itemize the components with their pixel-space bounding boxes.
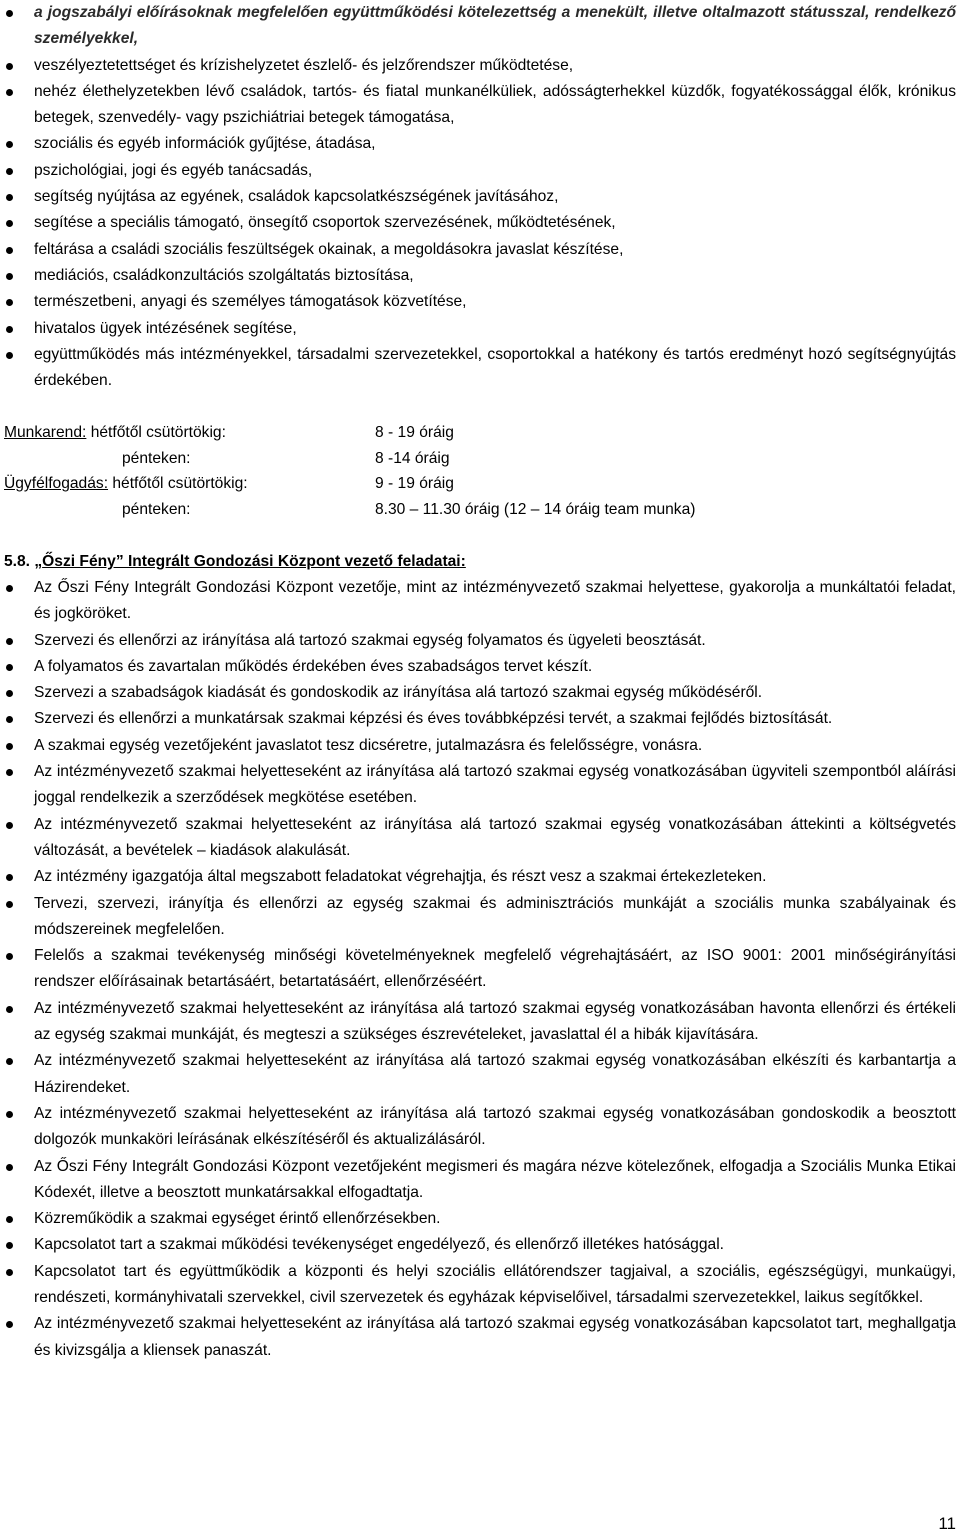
schedule-row xyxy=(4,446,924,472)
ugyfel-hours: 9 - 19 óráig xyxy=(375,475,454,493)
list-item: Az intézményvezető szakmai helyetteseként az irányítása alá tartozó szakmai egység vonatkozásában havonta ellenőrzi és értékeli az egység szakmai munkáját, és megteszi a szükséges észrevételeket, javaslattal él a hibák kijavítására. xyxy=(0,996,960,1049)
munkarend-hours: 8 - 19 óráig xyxy=(375,424,454,441)
schedule-row xyxy=(4,471,924,497)
list-item: a jogszabályi előírásoknak megfelelően együttműködési kötelezettség a menekült, illetve oltalmazott státusszal, rendelkező személyekkel, xyxy=(0,0,960,53)
list-item: feltárása a családi szociális feszültségek okainak, a megoldásokra javaslat készítése, xyxy=(0,237,960,263)
list-item: Az intézményvezető szakmai helyetteseként az irányítása alá tartozó szakmai egység vonatkozásában ügyviteli szempontból aláírási joggal rendelkezik a szerződések megkötése esetében. xyxy=(0,759,960,812)
section-title xyxy=(34,553,465,570)
ugyfel-cell xyxy=(4,471,248,497)
list-item: Az Őszi Fény Integrált Gondozási Központ vezetőjeként megismeri és magára nézve kötelezőnek, elfogadja a Szociális Munka Etikai Kódexét, illetve a beosztott munkatársakkal elfogadtatja. xyxy=(0,1154,960,1207)
munkarend-cell xyxy=(4,420,226,446)
list-item: természetbeni, anyagi és személyes támogatások közvetítése, xyxy=(0,289,960,315)
list-item: hivatalos ügyek intézésének segítése, xyxy=(0,316,960,342)
intro-bullet-list xyxy=(0,0,960,394)
list-item: Közreműködik a szakmai egységet érintő ellenőrzésekben. xyxy=(0,1206,960,1232)
list-item: Szervezi a szabadságok kiadását és gondoskodik az irányítása alá tartozó szakmai egység működéséről. xyxy=(0,680,960,706)
list-item: A folyamatos és zavartalan működés érdekében éves szabadságos tervet készít. xyxy=(0,654,960,680)
list-item: segítése a speciális támogató, önsegítő csoportok szervezésének, működtetésének, xyxy=(0,210,960,236)
list-item: Kapcsolatot tart a szakmai működési tevékenységet engedélyező, és ellenőrző illetékes hatósággal. xyxy=(0,1232,960,1258)
list-item: Szervezi és ellenőrzi az irányítása alá tartozó szakmai egység folyamatos és ügyeleti beosztását. xyxy=(0,628,960,654)
list-item: pszichológiai, jogi és egyéb tanácsadás, xyxy=(0,158,960,184)
section-title-text: Őszi Fény” Integrált Gondozási Központ vezető feladatai: xyxy=(42,553,466,570)
list-item: Szervezi és ellenőrzi a munkatársak szakmai képzési és éves továbbképzési tervét, a szakmai fejlődés biztosítását. xyxy=(0,706,960,732)
friday-label: pénteken: xyxy=(122,449,191,467)
list-item: Az Őszi Fény Integrált Gondozási Központ vezetője, mint az intézményvezető szakmai helyettese, gyakorolja a munkáltatói feladat, és jogköröket. xyxy=(0,575,960,628)
list-item: Az intézményvezető szakmai helyetteseként az irányítása alá tartozó szakmai egység vonatkozásában kapcsolatot tart, meghallgatja és kivizsgálja a kliensek panaszát. xyxy=(0,1311,960,1364)
ugyfel-days: hétfőtől csütörtökig: xyxy=(112,475,248,493)
schedule-row xyxy=(4,497,924,523)
list-item: együttműködés más intézményekkel, társadalmi szervezetekkel, csoportokkal a hatékony és tartós eredményt hozó segítségnyújtás érdekében. xyxy=(0,342,960,395)
friday-label: pénteken: xyxy=(122,500,191,518)
list-item: segítség nyújtása az egyének, családok kapcsolatkészségének javításához, xyxy=(0,184,960,210)
quote-mark: „ xyxy=(34,553,43,570)
schedule-block xyxy=(4,420,924,522)
duties-bullet-list xyxy=(0,575,960,1364)
list-item: Felelős a szakmai tevékenység minőségi követelményeknek megfelelő végrehajtásáért, az ISO 9001: 2001 minőségirányítási rendszer előírásainak betartásáért, betartatásáért, ellenőrzéséért. xyxy=(0,943,960,996)
section-heading xyxy=(4,549,466,575)
list-item: veszélyeztetettséget és krízishelyzetet észlelő- és jelzőrendszer működtetése, xyxy=(0,53,960,79)
munkarend-friday-hours: 8 -14 óráig xyxy=(375,449,450,467)
list-item: Az intézményvezető szakmai helyetteseként az irányítása alá tartozó szakmai egység vonatkozásában áttekinti a költségvetés változását, a bevételek – kiadások alakulását. xyxy=(0,812,960,865)
list-item: Tervezi, szervezi, irányítja és ellenőrzi az egység szakmai és adminisztrációs munkáját a szociális munka szabályainak és módszereinek megfelelően. xyxy=(0,891,960,944)
list-item: Kapcsolatot tart és együttműködik a központi és helyi szociális ellátórendszer tagjaival, a szociális, egészségügyi, munkaügyi, rendészeti, kormányhivatali szervekkel, civil szervezetek és egyházak képviselőivel, társadalmi szervezetekkel, laikus segítőkkel. xyxy=(0,1259,960,1312)
munkarend-days: hétfőtől csütörtökig: xyxy=(90,424,226,441)
list-item: Az intézményvezető szakmai helyetteseként az irányítása alá tartozó szakmai egység vonatkozásában elkészíti és karbantartja a Házirendeket. xyxy=(0,1048,960,1101)
ugyfel-label: Ügyfélfogadás: xyxy=(4,475,109,493)
list-item: Az intézmény igazgatója által megszabott feladatokat végrehajtja, és részt vesz a szakmai értekezleteken. xyxy=(0,864,960,890)
ugyfel-friday-hours: 8.30 – 11.30 óráig (12 – 14 óráig team munka) xyxy=(375,500,696,518)
munkarend-label: Munkarend: xyxy=(4,424,87,441)
list-item: Az intézményvezető szakmai helyetteseként az irányítása alá tartozó szakmai egység vonatkozásában gondoskodik a beosztott dolgozók munkaköri leírásának elkészítéséről és aktualizálásáról. xyxy=(0,1101,960,1154)
list-item: szociális és egyéb információk gyűjtése, átadása, xyxy=(0,131,960,157)
list-item: A szakmai egység vezetőjeként javaslatot tesz dicséretre, jutalmazásra és felelősségre, vonásra. xyxy=(0,733,960,759)
page-number: 11 xyxy=(938,1514,956,1533)
list-item: nehéz élethelyzetekben lévő családok, tartós- és fiatal munkanélküliek, adósságterhekkel küzdők, fogyatékossággal élők, krónikus betegek, szenvedély- vagy pszichiátriai betegek támogatása, xyxy=(0,79,960,132)
list-item: mediációs, családkonzultációs szolgáltatás biztosítása, xyxy=(0,263,960,289)
schedule-row xyxy=(4,420,924,446)
section-number: 5.8. xyxy=(4,553,31,570)
